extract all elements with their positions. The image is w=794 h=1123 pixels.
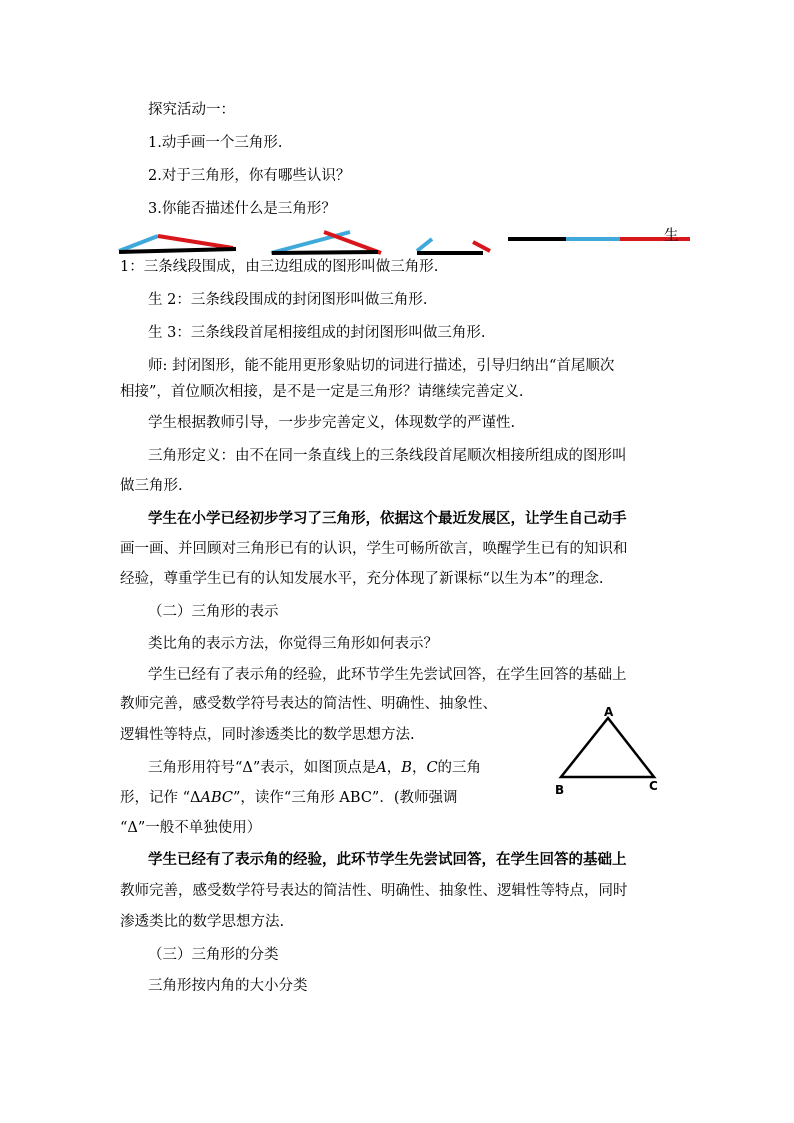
stick-black [119,249,236,252]
stick-red [473,242,490,251]
section2-para-line-1: 学生已经有了表示角的经验，此环节学生先尝试回答，在学生回答的基础上 [148,667,627,683]
overlap-char: 生 [664,228,679,244]
stick-blue [417,239,432,251]
notation-line-3: “Δ”一般不单独使用） [120,820,262,836]
label-c: C [649,779,658,793]
definition-line-2: 做三角形. [120,478,183,494]
notation-line-2 [120,788,458,808]
teacher-line-1: 师: 封闭图形，能不能用更形象贴切的词进行描述，引导归纳出“首尾顺次 [148,358,615,374]
vertex-c: C [426,760,438,776]
section2-para-line-2: 教师完善，感受数学符号表达的简洁性、明确性、抽象性、 [120,696,497,712]
section2-para-line-3: 逻辑性等特点，同时渗透类比的数学思想方法. [120,727,415,743]
section3-question: 三角形按内角的大小分类 [148,978,308,994]
notation-text: ”，读作“三角形 ABC”．(教师强调 [233,790,458,806]
stick-red [324,232,381,253]
vertex-a: A [376,760,387,776]
triangle-shape [561,718,654,777]
answer-3: 生 3：三条线段首尾相接组成的封闭图形叫做三角形. [148,325,486,341]
vertex-b: B [401,760,412,776]
stick-red [158,236,233,248]
commentary2-line-3: 渗透类比的数学思想方法. [120,914,285,930]
commentary1-line-2: 画一画、并回顾对三角形已有的认识，学生可畅所欲言，唤醒学生已有的知识和 [120,541,628,557]
label-b: B [555,783,565,797]
notation-text: 三角形用符号“Δ”表示，如图顶点是 [148,760,377,776]
notation-text: 形，记作 “Δ [120,790,201,806]
section2-question: 类比角的表示方法，你觉得三角形如何表示？ [148,636,438,652]
notation-line-1: 三角形用符号“Δ”表示，如图顶点是A，B，C的三角 [148,760,482,776]
commentary2-line-2: 教师完善，感受数学符号表达的简洁性、明确性、抽象性、逻辑性等特点，同时 [120,883,628,899]
answer-2: 生 2：三条线段围成的封闭图形叫做三角形. [148,292,428,308]
teacher-line-2: 相接”，首位顺次相接，是不是一定是三角形？请继续完善定义. [120,384,524,400]
label-a: A [604,705,614,719]
commentary1-line-1: 学生在小学已经初步学习了三角形，依据这个最近发展区，让学生自己动手 [148,510,627,527]
stick-blue [119,236,158,251]
question-1: 1.动手画一个三角形. [148,135,283,151]
commentary1-line-3: 经验，尊重学生已有的认知发展水平，充分体现了新课标“以生为本”的理念. [120,571,604,587]
stick-black [272,252,378,253]
student-refine: 学生根据教师引导，一步步完善定义，体现数学的严谨性. [148,415,516,431]
answer-1: 1：三条线段围成，由三边组成的图形叫做三角形. [120,259,439,275]
section3-title: （三）三角形的分类 [148,947,279,963]
question-2: 2.对于三角形，你有哪些认识？ [148,168,351,184]
definition-line-1: 三角形定义：由不在同一条直线上的三条线段首尾顺次相接所组成的图形叫 [148,448,627,464]
notation-text: 的三角 [437,760,482,776]
notation-abc: ABC [200,790,233,806]
section2-title: （二）三角形的表示 [148,604,279,620]
triangle-abc-figure [548,700,668,800]
question-3: 3.你能否描述什么是三角形？ [148,201,336,217]
commentary2-line-1: 学生已经有了表示角的经验，此环节学生先尝试回答，在学生回答的基础上 [148,851,627,868]
activity-heading: 探究活动一： [148,102,235,118]
